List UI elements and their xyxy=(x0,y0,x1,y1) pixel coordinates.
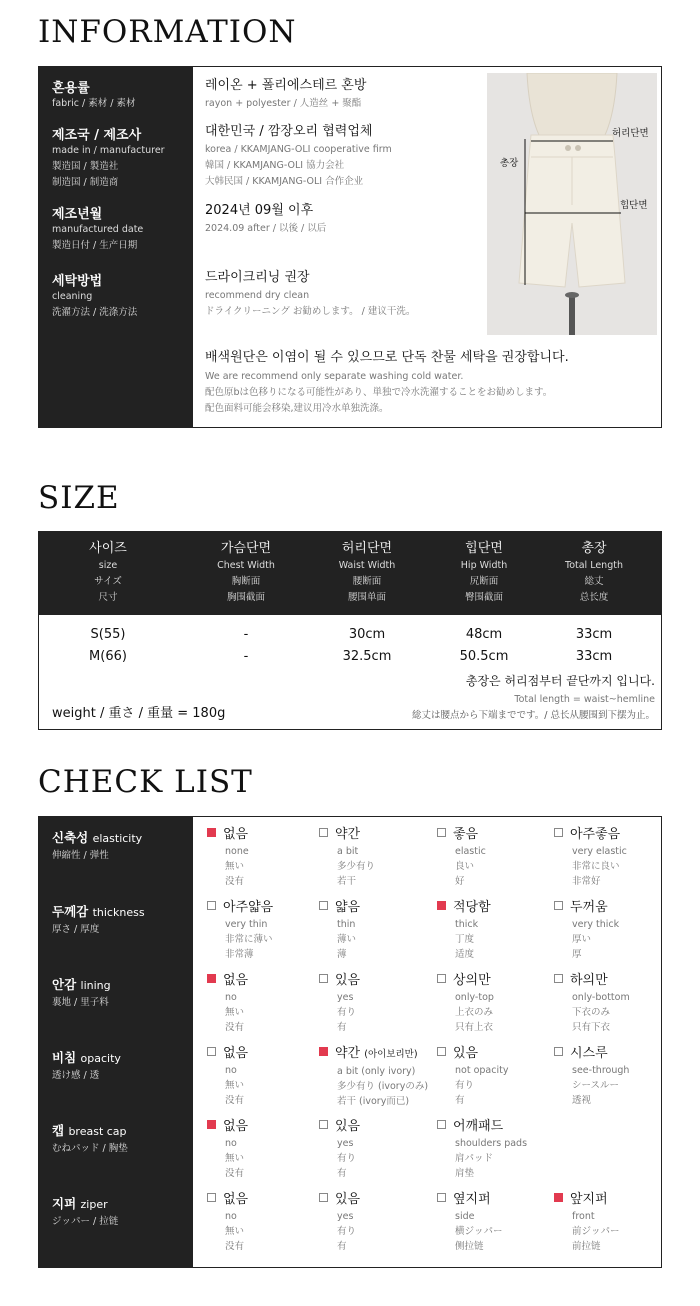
option-label: 없음 xyxy=(223,973,249,988)
option-sub: 有 xyxy=(337,1241,347,1252)
information-title: INFORMATION xyxy=(38,14,297,50)
thickness-label: 두께감 thickness 厚さ / 厚度 xyxy=(52,904,145,935)
checklist-option xyxy=(319,1191,360,1254)
option-label: 있음 xyxy=(335,1119,361,1134)
unchecked-box-icon xyxy=(554,828,563,837)
unchecked-box-icon xyxy=(319,901,328,910)
option-sub: 好 xyxy=(455,876,465,887)
unchecked-box-icon xyxy=(319,1193,328,1202)
checklist-option xyxy=(554,899,619,962)
unchecked-box-icon xyxy=(554,974,563,983)
checked-box-icon xyxy=(437,901,446,910)
checklist-option xyxy=(554,1045,629,1108)
elasticity-label: 신축성 elasticity 伸縮性 / 弹性 xyxy=(52,830,143,861)
option-sub: 有り xyxy=(455,1080,475,1091)
option-sub: thin xyxy=(337,919,356,930)
option-sub: 没有 xyxy=(225,1241,245,1252)
option-sub: no xyxy=(225,1138,237,1149)
information-panel xyxy=(38,66,662,428)
option-sub: very thin xyxy=(225,919,268,930)
checklist-option xyxy=(319,826,375,889)
option-sub: 無い xyxy=(225,1007,245,1018)
checked-box-icon xyxy=(207,974,216,983)
option-label: 있음 xyxy=(335,1192,361,1207)
made-in-label: 제조국 / 제조사 made in / manufacturer 製造国 / 製造社 制造国 / 制造商 xyxy=(52,128,165,188)
option-label: 있음 xyxy=(335,973,361,988)
option-label: 없음 xyxy=(223,1192,249,1207)
unchecked-box-icon xyxy=(207,901,216,910)
checklist-option xyxy=(554,972,630,1035)
checklist-option xyxy=(319,1045,428,1109)
option-sub: 無い xyxy=(225,861,245,872)
checklist-option xyxy=(207,1191,248,1254)
option-sub: 没有 xyxy=(225,1168,245,1179)
unchecked-box-icon xyxy=(319,1120,328,1129)
option-sub: 非常に薄い xyxy=(225,934,273,945)
option-label: 없음 xyxy=(223,1119,249,1134)
option-label: 아주좋음 xyxy=(570,827,621,842)
option-label: 앞지퍼 xyxy=(570,1192,608,1207)
option-sub: none xyxy=(225,846,249,857)
option-sub: 有り xyxy=(337,1007,357,1018)
length-note: 총장은 허리점부터 끝단까지 입니다. Total length = waist~hemline 総丈は腰点から下端までです。/ 总长从腰围到下摆为止。 xyxy=(412,674,655,721)
size-header-size: 사이즈 size サイズ 尺寸 xyxy=(89,541,127,603)
option-sub: 非常好 xyxy=(572,876,601,887)
manufactured-date-label: 제조년월 manufactured date 製造日付 / 生产日期 xyxy=(52,207,144,251)
unchecked-box-icon xyxy=(437,1047,446,1056)
option-sub: 上衣のみ xyxy=(455,1007,494,1018)
unchecked-box-icon xyxy=(319,828,328,837)
total-length-label: 총장 xyxy=(500,158,519,169)
option-label: 얇음 xyxy=(335,900,361,915)
option-sub: 有 xyxy=(337,1022,347,1033)
option-label: 두꺼움 xyxy=(570,900,608,915)
option-sub: yes xyxy=(337,992,354,1003)
option-sub: no xyxy=(225,1211,237,1222)
waist-width-label: 허리단면 xyxy=(612,128,649,139)
lining-label: 안감 lining 裏地 / 里子料 xyxy=(52,977,111,1008)
unchecked-box-icon xyxy=(437,828,446,837)
option-sub: 没有 xyxy=(225,1022,245,1033)
checklist-option xyxy=(319,972,360,1035)
option-sub: 多少有り (ivoryのみ) xyxy=(337,1081,429,1092)
option-label: 어깨패드 xyxy=(453,1119,504,1134)
checklist-option xyxy=(207,1045,248,1108)
unchecked-box-icon xyxy=(437,974,446,983)
zipper-label: 지퍼 ziper ジッパー / 拉链 xyxy=(52,1196,119,1227)
option-sub: 透视 xyxy=(572,1095,592,1106)
option-sub: 非常薄 xyxy=(225,949,254,960)
option-label: 약간 xyxy=(335,1046,361,1061)
cleaning-value: 드라이크리닝 권장 recommend dry clean ドライクリーニング お勧めします。 / 建议干洗。 xyxy=(205,270,416,317)
fabric-label: 혼용률 fabric / 素材 / 素材 xyxy=(52,81,136,109)
checklist-title: CHECK LIST xyxy=(38,764,253,800)
option-label: 상의만 xyxy=(453,973,491,988)
option-sub: no xyxy=(225,992,237,1003)
option-sub: 只有上衣 xyxy=(455,1022,494,1033)
option-sub: elastic xyxy=(455,846,486,857)
option-sub: very thick xyxy=(572,919,620,930)
option-sub: a bit (only ivory) xyxy=(337,1066,416,1077)
checklist-option xyxy=(554,1191,620,1254)
unchecked-box-icon xyxy=(319,974,328,983)
checklist-panel xyxy=(38,816,662,1268)
size-header-hip: 힙단면 Hip Width 尻断面 臀围截面 xyxy=(460,541,508,603)
unchecked-box-icon xyxy=(207,1047,216,1056)
option-sub: 無い xyxy=(225,1226,245,1237)
unchecked-box-icon xyxy=(437,1193,446,1202)
option-sub: yes xyxy=(337,1211,354,1222)
option-label: 없음 xyxy=(223,827,249,842)
checklist-option xyxy=(207,826,249,889)
option-sub: 良い xyxy=(455,861,475,872)
option-sub: 有 xyxy=(455,1095,465,1106)
option-sub: shoulders pads xyxy=(455,1138,528,1149)
washing-notice: 배색원단은 이염이 될 수 있으므로 단독 찬물 세탁을 권장합니다. We are recommend only separate washing cold water. 配色原bは色移りになる可能性があり、単独で冷水洗濯することをお勧めします。 配色面料可能会移染,建议用冷水单独洗涤。 xyxy=(205,350,569,414)
size-header-waist: 허리단면 Waist Width 腰断面 腰围单面 xyxy=(338,541,396,603)
option-sub: 没有 xyxy=(225,876,245,887)
option-sub: see-through xyxy=(572,1065,630,1076)
option-sub: 肩垫 xyxy=(455,1168,475,1179)
option-sub: 有 xyxy=(337,1168,347,1179)
option-sub: no xyxy=(225,1065,237,1076)
option-sub: very elastic xyxy=(572,846,627,857)
option-extra: (아이보리만) xyxy=(364,1049,418,1060)
option-sub: not opacity xyxy=(455,1065,509,1076)
checked-box-icon xyxy=(207,1120,216,1129)
option-sub: 丁度 xyxy=(455,934,475,945)
checklist-option xyxy=(319,1118,360,1181)
option-sub: 侧拉链 xyxy=(455,1241,484,1252)
checked-box-icon xyxy=(554,1193,563,1202)
option-sub: 薄 xyxy=(337,949,347,960)
checklist-option xyxy=(437,826,486,889)
option-label: 없음 xyxy=(223,1046,249,1061)
checklist-option xyxy=(319,899,360,962)
option-sub: thick xyxy=(455,919,479,930)
option-sub: front xyxy=(572,1211,595,1222)
checked-box-icon xyxy=(319,1047,328,1056)
checklist-option xyxy=(437,1045,508,1108)
option-sub: 肩パッド xyxy=(455,1153,494,1164)
option-sub: 下衣のみ xyxy=(572,1007,611,1018)
option-sub: 厚 xyxy=(572,949,582,960)
size-title: SIZE xyxy=(38,480,120,516)
option-sub: 厚い xyxy=(572,934,592,945)
size-header-length: 총장 Total Length 総丈 总长度 xyxy=(565,541,623,603)
option-label: 약간 xyxy=(335,827,361,842)
option-sub: 若干 (ivory而已) xyxy=(337,1096,410,1107)
unchecked-box-icon xyxy=(207,1193,216,1202)
hip-width-label: 힙단면 xyxy=(620,200,648,211)
option-sub: 有り xyxy=(337,1153,357,1164)
option-label: 하의만 xyxy=(570,973,608,988)
option-sub: yes xyxy=(337,1138,354,1149)
checklist-option xyxy=(207,972,248,1035)
option-sub: 适度 xyxy=(455,949,475,960)
option-sub: 無い xyxy=(225,1153,245,1164)
opacity-label: 비침 opacity 透け感 / 透 xyxy=(52,1050,121,1081)
weight-text: weight / 重さ / 重量 = 180g xyxy=(52,706,226,721)
unchecked-box-icon xyxy=(554,901,563,910)
option-sub: only-top xyxy=(455,992,494,1003)
option-label: 있음 xyxy=(453,1046,479,1061)
option-sub: side xyxy=(455,1211,475,1222)
checked-box-icon xyxy=(207,828,216,837)
option-label: 시스루 xyxy=(570,1046,608,1061)
option-sub: 多少有り xyxy=(337,861,376,872)
option-label: 옆지퍼 xyxy=(453,1192,491,1207)
checklist-option xyxy=(207,899,273,962)
checklist-option xyxy=(437,899,491,962)
checklist-option xyxy=(437,972,494,1035)
size-header-chest: 가슴단면 Chest Width 胸断面 胸围截面 xyxy=(217,541,275,603)
information-label-column xyxy=(39,67,193,427)
checklist-label-column xyxy=(39,817,193,1267)
manufactured-date-value: 2024년 09월 이후 2024.09 after / 以後 / 以后 xyxy=(205,203,327,234)
checklist-option xyxy=(554,826,627,889)
option-sub: 有り xyxy=(337,1226,357,1237)
option-sub: 只有下衣 xyxy=(572,1022,611,1033)
unchecked-box-icon xyxy=(437,1120,446,1129)
unchecked-box-icon xyxy=(554,1047,563,1056)
option-sub: 前ジッパー xyxy=(572,1226,620,1237)
fabric-value: 레이온 + 폴리에스테르 혼방 rayon + polyester / 人造丝 + 聚酯 xyxy=(205,78,367,109)
option-label: 아주얇음 xyxy=(223,900,274,915)
size-table: 사이즈 size サイズ 尺寸 가슴단면 Chest Width 胸断面 胸围截面 허리단면 Waist Width 腰断面 腰围单面 힙단면 Hip Width 尻断面 臀围截面 총장 Total Length 総丈 总长度 S(55) - 30cm 48cm 33cm M(66) - 32.5cm 50.5cm 33cm weight / 重さ / 重量 = 180g 총장은 허리점부터 끝단까지 입니다. Total length = waist~hemline 総丈は腰点から下端までです。/ 总长从腰围到下摆为止。 xyxy=(38,531,662,730)
checklist-option xyxy=(207,1118,248,1181)
size-table-header xyxy=(39,532,661,615)
option-sub: 没有 xyxy=(225,1095,245,1106)
option-label: 적당함 xyxy=(453,900,491,915)
made-in-value: 대한민국 / 깜장오리 협력업체 korea / KKAMJANG-OLI cooperative firm 韓国 / KKAMJANG-OLI 協力会社 大韩民国 / KKAMJANG-OLI 合作企业 xyxy=(205,124,392,187)
checklist-option xyxy=(437,1191,503,1254)
option-sub: a bit xyxy=(337,846,359,857)
cleaning-label: 세탁방법 cleaning 洗濯方法 / 洗涤方法 xyxy=(52,274,138,318)
option-sub: 若干 xyxy=(337,876,357,887)
option-sub: 薄い xyxy=(337,934,357,945)
breast-cap-label: 캡 breast cap むねパッド / 胸垫 xyxy=(52,1123,128,1154)
checklist-option xyxy=(437,1118,527,1181)
option-sub: 非常に良い xyxy=(572,861,620,872)
option-sub: 前拉链 xyxy=(572,1241,601,1252)
option-sub: シースルー xyxy=(572,1080,620,1091)
product-measurement-image xyxy=(487,73,657,335)
option-sub: 横ジッパー xyxy=(455,1226,503,1237)
option-label: 좋음 xyxy=(453,827,479,842)
option-sub: 無い xyxy=(225,1080,245,1091)
option-sub: only-bottom xyxy=(572,992,630,1003)
